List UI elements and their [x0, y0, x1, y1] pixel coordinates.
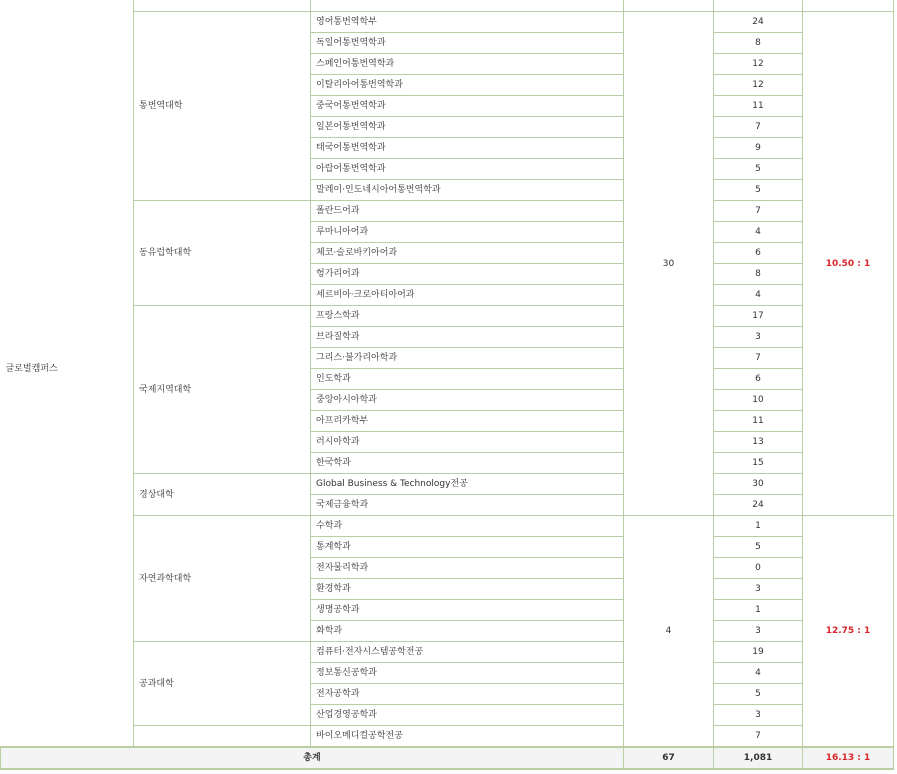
- dept-cell: 루마니아어과: [311, 222, 624, 243]
- dept-cell: 브라질학과: [311, 327, 624, 348]
- applicant-count-cell: 9: [714, 138, 803, 159]
- applicant-count-cell: 5: [714, 180, 803, 201]
- college-cell: 경상대학: [134, 474, 311, 516]
- table-row: [1, 726, 894, 748]
- total-applicants: 1,081: [714, 747, 803, 769]
- applicant-count-cell: 19: [714, 642, 803, 663]
- applicant-count-cell: 8: [714, 264, 803, 285]
- applicant-count-cell: 5: [714, 537, 803, 558]
- total-row: [1, 747, 894, 769]
- college-cell: 통번역대학: [134, 12, 311, 201]
- dept-cell: 아프리카학부: [311, 411, 624, 432]
- applicant-count-cell: 1: [714, 516, 803, 537]
- applicant-count-cell: 12: [714, 54, 803, 75]
- dept-cell: 체코·슬로바키아어과: [311, 243, 624, 264]
- empty-cell: [134, 0, 311, 12]
- applicant-count-cell: 17: [714, 306, 803, 327]
- empty-cell: [624, 0, 714, 12]
- applicant-count-cell: 24: [714, 495, 803, 516]
- table-row: [1, 516, 894, 537]
- dept-cell: 중국어통번역학과: [311, 96, 624, 117]
- table-row: [1, 306, 894, 327]
- empty-cell: [714, 0, 803, 12]
- applicant-count-cell: 15: [714, 453, 803, 474]
- quota-cell: 4: [624, 516, 714, 748]
- table-row: [1, 201, 894, 222]
- dept-cell: 독일어통번역학과: [311, 33, 624, 54]
- empty-cell: [311, 0, 624, 12]
- dept-cell: 아랍어통번역학과: [311, 159, 624, 180]
- dept-cell: 산업경영공학과: [311, 705, 624, 726]
- dept-cell: 세르비아·크로아티아어과: [311, 285, 624, 306]
- dept-cell: 국제금융학과: [311, 495, 624, 516]
- dept-cell: 인도학과: [311, 369, 624, 390]
- total-label: 총계: [1, 747, 624, 769]
- dept-cell: Global Business & Technology전공: [311, 474, 624, 495]
- applicant-count-cell: 3: [714, 621, 803, 642]
- applicant-count-cell: 30: [714, 474, 803, 495]
- applicant-count-cell: 6: [714, 369, 803, 390]
- applicant-count-cell: 3: [714, 327, 803, 348]
- dept-cell: 이탈리아어통번역학과: [311, 75, 624, 96]
- dept-cell: 전자공학과: [311, 684, 624, 705]
- dept-cell: 프랑스학과: [311, 306, 624, 327]
- dept-cell: 통계학과: [311, 537, 624, 558]
- dept-cell: 바이오메디컬공학전공: [311, 726, 624, 748]
- college-cell: 동유럽학대학: [134, 201, 311, 306]
- applicant-count-cell: 7: [714, 348, 803, 369]
- applicant-count-cell: 6: [714, 243, 803, 264]
- table-row: [1, 474, 894, 495]
- applicant-count-cell: 12: [714, 75, 803, 96]
- applicant-count-cell: 5: [714, 684, 803, 705]
- competition-ratio-cell: 10.50 : 1: [803, 12, 894, 516]
- dept-cell: 러시아학과: [311, 432, 624, 453]
- dept-cell: 컴퓨터·전자시스템공학전공: [311, 642, 624, 663]
- applicant-count-cell: 8: [714, 33, 803, 54]
- applicant-count-cell: 7: [714, 117, 803, 138]
- competition-ratio-cell: 12.75 : 1: [803, 516, 894, 748]
- campus-cell: 글로벌캠퍼스: [1, 0, 134, 747]
- table-row: [1, 642, 894, 663]
- college-cell: 공과대학: [134, 642, 311, 726]
- dept-cell: 한국학과: [311, 453, 624, 474]
- applicant-count-cell: 4: [714, 222, 803, 243]
- applicant-count-cell: 3: [714, 705, 803, 726]
- empty-cell: [803, 0, 894, 12]
- dept-cell: 전자물리학과: [311, 558, 624, 579]
- table-row: [1, 12, 894, 33]
- applicant-count-cell: 11: [714, 96, 803, 117]
- applicant-count-cell: 13: [714, 432, 803, 453]
- dept-cell: 중앙아시아학과: [311, 390, 624, 411]
- college-cell: [134, 726, 311, 748]
- applicant-count-cell: 4: [714, 285, 803, 306]
- dept-cell: 생명공학과: [311, 600, 624, 621]
- table-row: [1, 0, 894, 12]
- quota-cell: 30: [624, 12, 714, 516]
- applicant-count-cell: 24: [714, 12, 803, 33]
- dept-cell: 스페인어통번역학과: [311, 54, 624, 75]
- applicant-count-cell: 7: [714, 201, 803, 222]
- dept-cell: 수학과: [311, 516, 624, 537]
- dept-cell: 정보통신공학과: [311, 663, 624, 684]
- dept-cell: 그리스·불가리아학과: [311, 348, 624, 369]
- applicant-count-cell: 4: [714, 663, 803, 684]
- applicant-count-cell: 1: [714, 600, 803, 621]
- dept-cell: 일본어통번역학과: [311, 117, 624, 138]
- applicant-count-cell: 3: [714, 579, 803, 600]
- dept-cell: 말레이·인도네시아어통번역학과: [311, 180, 624, 201]
- applicant-count-cell: 5: [714, 159, 803, 180]
- total-ratio: 16.13 : 1: [803, 747, 894, 769]
- dept-cell: 환경학과: [311, 579, 624, 600]
- dept-cell: 헝가리어과: [311, 264, 624, 285]
- applicant-count-cell: 10: [714, 390, 803, 411]
- applicant-count-cell: 7: [714, 726, 803, 748]
- dept-cell: 영어통번역학부: [311, 12, 624, 33]
- college-cell: 국제지역대학: [134, 306, 311, 474]
- applicant-count-cell: 0: [714, 558, 803, 579]
- dept-cell: 폴란드어과: [311, 201, 624, 222]
- total-quota: 67: [624, 747, 714, 769]
- dept-cell: 화학과: [311, 621, 624, 642]
- applicant-count-cell: 11: [714, 411, 803, 432]
- dept-cell: 태국어통번역학과: [311, 138, 624, 159]
- college-cell: 자연과학대학: [134, 516, 311, 642]
